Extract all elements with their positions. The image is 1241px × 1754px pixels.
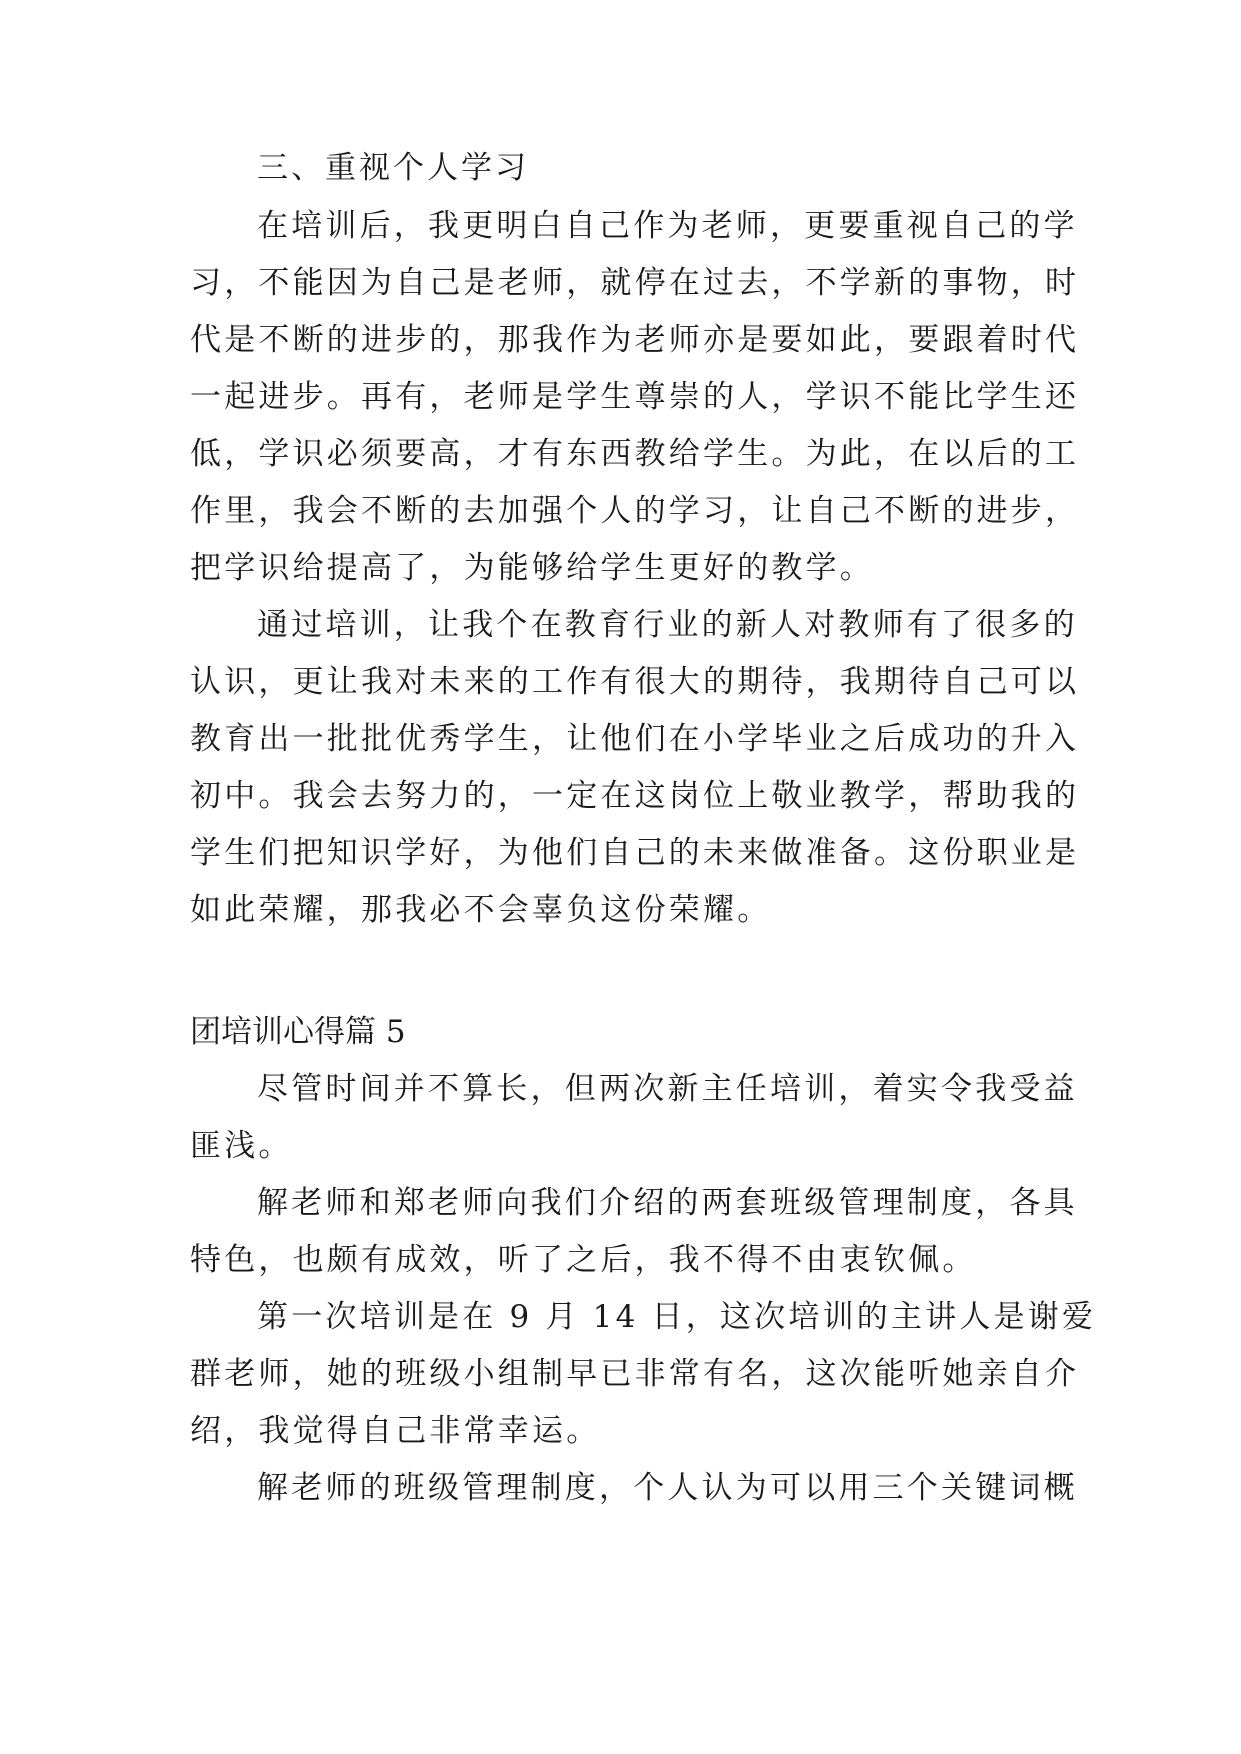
paragraph-line: 把学识给提高了，为能够给学生更好的教学。 [190,550,874,586]
paragraph-line: 第一次培训是在 9 月 14 日，这次培训的主讲人是谢爱 [257,1299,1097,1335]
paragraph-line: 在培训后，我更明白自己作为老师，更要重视自己的学 [257,208,1078,244]
paragraph-line: 初中。我会去努力的，一定在这岗位上敬业教学，帮助我的 [190,778,1080,814]
paragraph-line: 教育出一批批优秀学生，让他们在小学毕业之后成功的升入 [190,721,1080,757]
paragraph-line: 特色，也颇有成效，听了之后，我不得不由衷钦佩。 [190,1242,977,1278]
paragraph-line: 习，不能因为自己是老师，就停在过去，不学新的事物，时 [190,265,1080,301]
paragraph-line: 一起进步。再有，老师是学生尊崇的人，学识不能比学生还 [190,379,1080,415]
paragraph-line: 解老师和郑老师向我们介绍的两套班级管理制度，各具 [257,1185,1078,1221]
paragraph-line: 尽管时间并不算长，但两次新主任培训，着实令我受益 [257,1071,1078,1107]
paragraph-line: 绍，我觉得自己非常幸运。 [190,1413,601,1449]
paragraph-line: 群老师，她的班级小组制早已非常有名，这次能听她亲自介 [190,1356,1080,1392]
paragraph-line: 低，学识必须要高，才有东西教给学生。为此，在以后的工 [190,436,1080,472]
paragraph-line: 作里，我会不断的去加强个人的学习，让自己不断的进步， [190,493,1080,529]
paragraph-line: 如此荣耀，那我必不会辜负这份荣耀。 [190,892,772,928]
section-heading: 三、重视个人学习 [257,150,529,186]
paragraph-line: 匪浅。 [190,1128,293,1164]
paragraph-line: 通过培训，让我个在教育行业的新人对教师有了很多的 [257,607,1078,643]
article-title: 团培训心得篇 5 [190,1014,406,1050]
paragraph-line: 解老师的班级管理制度，个人认为可以用三个关键词概 [257,1470,1078,1506]
paragraph-line: 代是不断的进步的，那我作为老师亦是要如此，要跟着时代 [190,322,1080,358]
paragraph-line: 认识，更让我对未来的工作有很大的期待，我期待自己可以 [190,664,1080,700]
paragraph-line: 学生们把知识学好，为他们自己的未来做准备。这份职业是 [190,835,1080,871]
